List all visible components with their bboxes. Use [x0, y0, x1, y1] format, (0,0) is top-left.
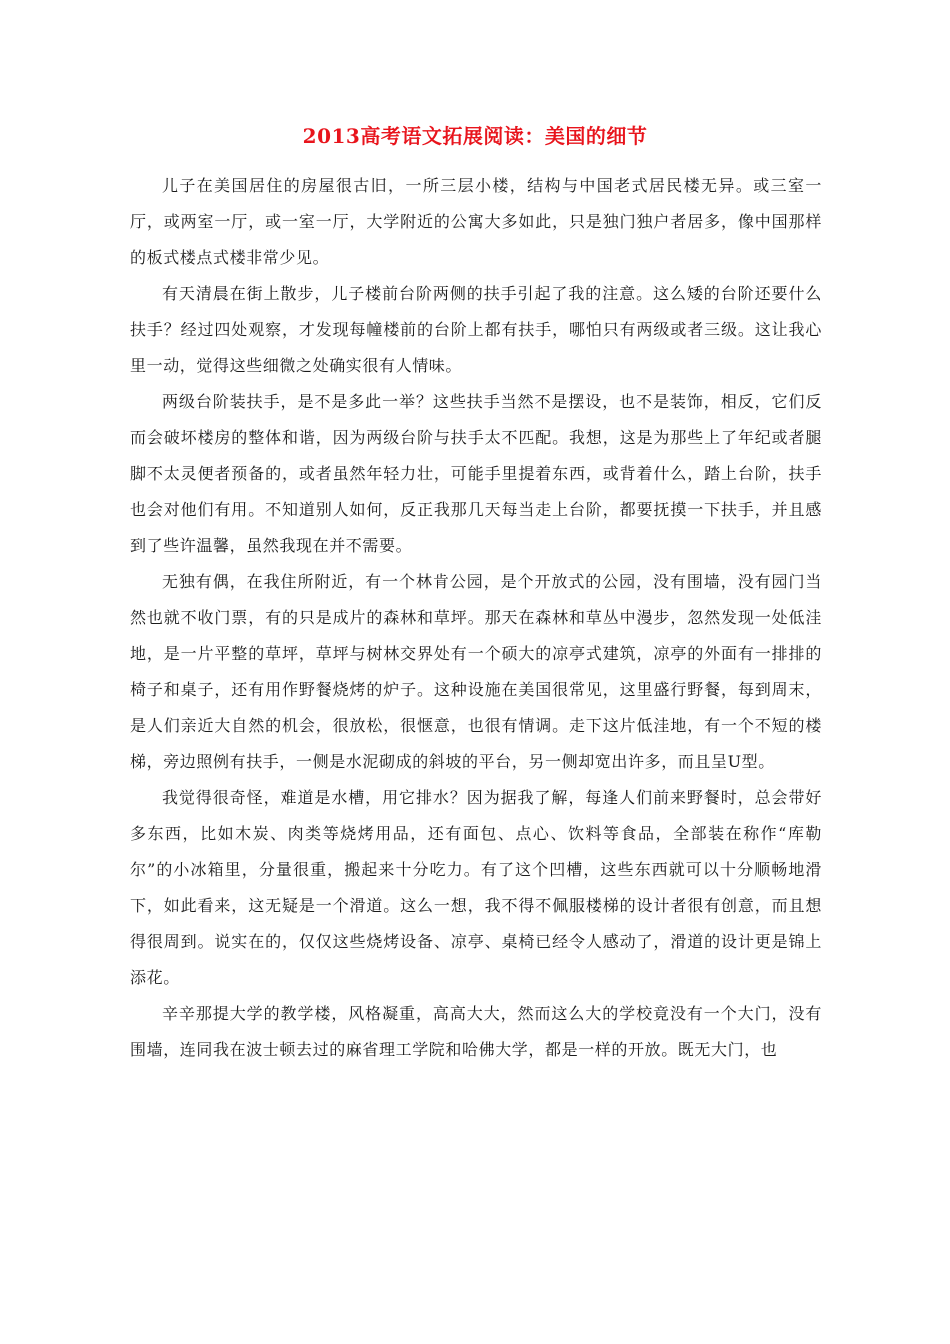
paragraph: 儿子在美国居住的房屋很古旧，一所三层小楼，结构与中国老式居民楼无异。或三室一厅，或两室一厅，或一室一厅，大学附近的公寓大多如此，只是独门独户者居多，像中国那样的板式楼点式楼非常少见。 — [130, 176, 822, 267]
article-body — [130, 168, 822, 1068]
paragraph: 我觉得很奇怪，难道是水槽，用它排水？因为据我了解，每逢人们前来野餐时，总会带好多东西，比如木炭、肉类等烧烤用品，还有面包、点心、饮料等食品，全部装在称作“库勒尔”的小冰箱里，分量很重，搬起来十分吃力。有了这个凹槽，这些东西就可以十分顺畅地滑下，如此看来，这无疑是一个滑道。这么一想，我不得不佩服楼梯的设计者很有创意，而且想得很周到。说实在的，仅仅这些烧烤设备、凉亭、桌椅已经令人感动了，滑道的设计更是锦上添花。 — [130, 788, 822, 987]
paragraph: 无独有偶，在我住所附近，有一个林肯公园，是个开放式的公园，没有围墙，没有园门当然也就不收门票，有的只是成片的森林和草坪。那天在森林和草丛中漫步，忽然发现一处低洼地，是一片平整的草坪，草坪与树林交界处有一个硕大的凉亭式建筑，凉亭的外面有一排排的椅子和桌子，还有用作野餐烧烤的炉子。这种设施在美国很常见，这里盛行野餐，每到周末，是人们亲近大自然的机会，很放松，很惬意，也很有情调。走下这片低洼地，有一个不短的楼梯，旁边照例有扶手，一侧是水泥砌成的斜坡的平台，另一侧却宽出许多，而且呈U型。 — [130, 572, 822, 771]
document-title: 2013高考语文拓展阅读：美国的细节 — [302, 124, 648, 148]
paragraph: 两级台阶装扶手，是不是多此一举？这些扶手当然不是摆设，也不是装饰，相反，它们反而会破坏楼房的整体和谐，因为两级台阶与扶手太不匹配。我想，这是为那些上了年纪或者腿脚不太灵便者预备的，或者虽然年轻力壮，可能手里提着东西，或背着什么，踏上台阶，扶手也会对他们有用。不知道别人如何，反正我那几天每当走上台阶，都要抚摸一下扶手，并且感到了些许温馨，虽然我现在并不需要。 — [130, 392, 822, 555]
paragraph: 辛辛那提大学的教学楼，风格凝重，高高大大，然而这么大的学校竟没有一个大门，没有围墙，连同我在波士顿去过的麻省理工学院和哈佛大学，都是一样的开放。既无大门，也 — [130, 1004, 822, 1059]
paragraph: 有天清晨在街上散步，儿子楼前台阶两侧的扶手引起了我的注意。这么矮的台阶还要什么扶手？经过四处观察，才发现每幢楼前的台阶上都有扶手，哪怕只有两级或者三级。这让我心里一动，觉得这些细微之处确实很有人情味。 — [130, 284, 822, 375]
